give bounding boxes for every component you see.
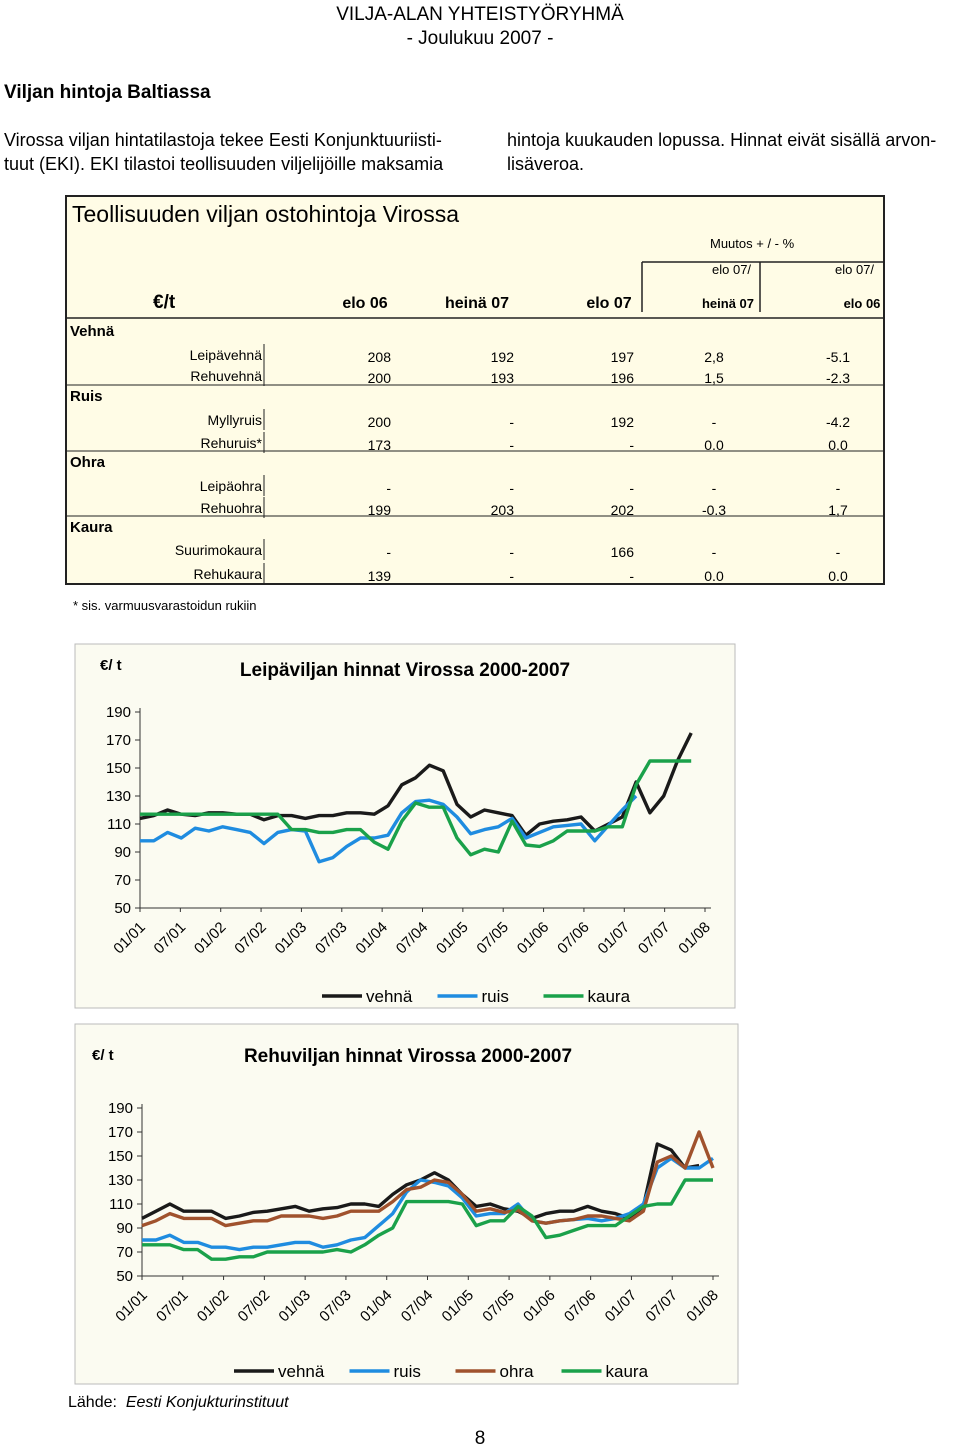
intro-line: Virossa viljan hintatilastoja tekee Eesti Konjunktuuriisti- (4, 130, 442, 150)
x-tick-label: 07/05 (479, 1286, 518, 1326)
newsletter-org: VILJA-ALAN YHTEISTYÖRYHMÄ (336, 4, 624, 25)
row-label: Rehuruis* (200, 435, 262, 451)
table-cell: -2.3 (825, 370, 851, 386)
table-cell: - (386, 480, 391, 496)
x-tick-label: 07/03 (312, 918, 351, 958)
table-cell: 139 (367, 568, 391, 584)
column-header: elo 06 (843, 296, 881, 311)
page-number: 8 (474, 1428, 486, 1449)
y-tick-label: 190 (105, 704, 131, 721)
y-tick-label: 90 (114, 844, 131, 861)
x-tick-label: 07/02 (231, 918, 270, 958)
table-cell: 193 (490, 370, 514, 386)
table-cell: 166 (610, 544, 634, 560)
legend-label: kaura (587, 987, 631, 1006)
intro-line: tuut (EKI). EKI tilastoi teollisuuden viljelijöille maksamia (4, 154, 444, 174)
table-cell: - (835, 480, 841, 496)
group-label: Ohra (70, 454, 106, 471)
source-label: Lähde: (68, 1394, 117, 1411)
table-cell: 199 (367, 502, 391, 518)
y-tick-label: 50 (116, 1268, 133, 1285)
table-cell: - (629, 437, 634, 453)
x-tick-label: 01/05 (438, 1286, 478, 1326)
table-cell: - (711, 544, 717, 560)
table-cell: 202 (610, 502, 634, 518)
x-tick-label: 07/01 (150, 918, 190, 958)
table-cell: - (386, 544, 391, 560)
table-cell: 173 (367, 437, 391, 453)
group-label: Ruis (70, 388, 103, 405)
table-cell: 0.0 (828, 437, 848, 453)
table-cell: - (509, 480, 514, 496)
table-cell: 196 (610, 370, 634, 386)
x-tick-label: 07/07 (642, 1286, 682, 1326)
y-tick-label: 190 (107, 1100, 133, 1117)
column-header: elo 06 (342, 295, 388, 312)
x-tick-label: 01/08 (683, 1286, 722, 1326)
y-axis-unit: €/ t (92, 1047, 114, 1064)
x-tick-label: 01/03 (271, 918, 311, 958)
table-cell: 200 (367, 414, 391, 430)
bread-grain-price-chart (0, 640, 960, 1020)
table-cell: - (711, 480, 717, 496)
feed-grain-price-chart (0, 1022, 960, 1390)
legend-label: kaura (605, 1362, 649, 1381)
y-tick-label: 50 (114, 900, 131, 917)
table-cell: - (509, 568, 514, 584)
legend-label: ruis (393, 1362, 421, 1381)
table-cell: 208 (367, 349, 391, 365)
legend-label: vehnä (366, 987, 413, 1006)
table-cell: 1,5 (704, 370, 724, 386)
source-note (68, 1394, 289, 1412)
x-tick-label: 01/06 (513, 918, 553, 958)
y-tick-label: 70 (114, 872, 131, 889)
y-tick-label: 90 (116, 1220, 133, 1237)
y-tick-label: 150 (105, 760, 131, 777)
intro-line: lisäveroa. (507, 154, 585, 174)
newsletter-issue: - Joulukuu 2007 - (406, 28, 554, 49)
y-tick-label: 170 (107, 1124, 133, 1141)
table-cell: - (629, 568, 634, 584)
table-cell: -0.3 (701, 502, 727, 518)
x-tick-label: 07/05 (473, 918, 513, 958)
y-tick-label: 130 (107, 1172, 133, 1189)
x-tick-label: 07/01 (153, 1286, 192, 1326)
legend-label: ruis (481, 987, 509, 1006)
table-cell: 200 (367, 370, 391, 386)
table-cell: 203 (490, 502, 514, 518)
chart-title: Rehuviljan hinnat Virossa 2000-2007 (243, 1046, 573, 1067)
x-tick-label: 01/08 (675, 918, 714, 958)
y-tick-label: 170 (105, 732, 131, 749)
row-label: Leipäohra (199, 478, 262, 494)
x-tick-label: 07/06 (560, 1286, 600, 1326)
y-tick-label: 150 (107, 1148, 133, 1165)
row-label: Rehuohra (200, 500, 262, 516)
y-axis-unit: €/ t (100, 657, 122, 674)
price-table-title: Teollisuuden viljan ostohintoja Virossa (72, 201, 459, 227)
legend-label: ohra (499, 1362, 534, 1381)
legend-label: vehnä (278, 1362, 325, 1381)
table-cell: 197 (610, 349, 634, 365)
change-col-top-1: elo 07/ (712, 262, 752, 277)
row-label: Myllyruis (207, 412, 262, 428)
row-label: Rehuvehnä (190, 368, 262, 384)
row-label: Leipävehnä (189, 347, 262, 363)
table-cell: - (509, 437, 514, 453)
x-tick-label: 01/02 (193, 1286, 233, 1326)
x-tick-label: 01/06 (520, 1286, 559, 1326)
table-cell: 192 (610, 414, 634, 430)
table-cell: -4.2 (825, 414, 851, 430)
chart-title: Leipäviljan hinnat Virossa 2000-2007 (239, 660, 571, 681)
table-cell: 1,7 (828, 502, 848, 518)
x-tick-label: 01/01 (110, 918, 149, 958)
column-header: heinä 07 (701, 296, 755, 311)
table-unit: €/t (153, 292, 176, 313)
x-tick-label: 01/04 (356, 1286, 396, 1326)
table-cell: - (711, 414, 717, 430)
price-table (0, 0, 960, 640)
x-tick-label: 07/03 (316, 1286, 355, 1326)
table-cell: 0.0 (828, 568, 848, 584)
y-tick-label: 130 (105, 788, 131, 805)
table-cell: - (509, 544, 514, 560)
article-heading: Viljan hintoja Baltiassa (4, 82, 211, 103)
y-tick-label: 110 (107, 816, 131, 833)
change-col-top-2: elo 07/ (835, 262, 875, 277)
y-tick-label: 70 (116, 1244, 133, 1261)
x-tick-label: 01/07 (594, 918, 634, 958)
table-footnote: * sis. varmuusvarastoidun rukiin (73, 598, 257, 613)
table-cell: - (629, 480, 634, 496)
x-tick-label: 07/06 (554, 918, 593, 958)
price-table-frame (66, 196, 884, 584)
table-cell: 0.0 (704, 568, 724, 584)
table-cell: 2,8 (704, 349, 724, 365)
table-cell: -5.1 (825, 349, 851, 365)
source-name: Eesti Konjukturinstituut (125, 1394, 289, 1411)
x-tick-label: 07/02 (234, 1286, 274, 1326)
x-tick-label: 01/07 (601, 1286, 641, 1326)
x-tick-label: 01/05 (433, 918, 472, 958)
table-cell: 0.0 (704, 437, 724, 453)
x-tick-label: 07/07 (634, 918, 674, 958)
table-cell: 192 (490, 349, 514, 365)
x-tick-label: 01/01 (112, 1286, 151, 1326)
x-tick-label: 01/04 (352, 918, 391, 958)
x-tick-label: 07/04 (397, 1286, 437, 1326)
column-header: elo 07 (586, 295, 632, 312)
group-label: Vehnä (70, 323, 115, 340)
x-tick-label: 01/02 (190, 918, 230, 958)
group-label: Kaura (70, 519, 113, 536)
x-tick-label: 01/03 (275, 1286, 314, 1326)
table-cell: - (835, 544, 841, 560)
row-label: Rehukaura (193, 566, 262, 582)
row-label: Suurimokaura (174, 542, 262, 558)
column-header: heinä 07 (444, 295, 510, 312)
table-cell: - (509, 414, 514, 430)
change-title: Muutos + / - % (710, 236, 795, 251)
intro-line: hintoja kuukauden lopussa. Hinnat eivät sisällä arvon- (507, 130, 937, 150)
y-tick-label: 110 (109, 1196, 133, 1213)
x-tick-label: 07/04 (392, 918, 432, 958)
